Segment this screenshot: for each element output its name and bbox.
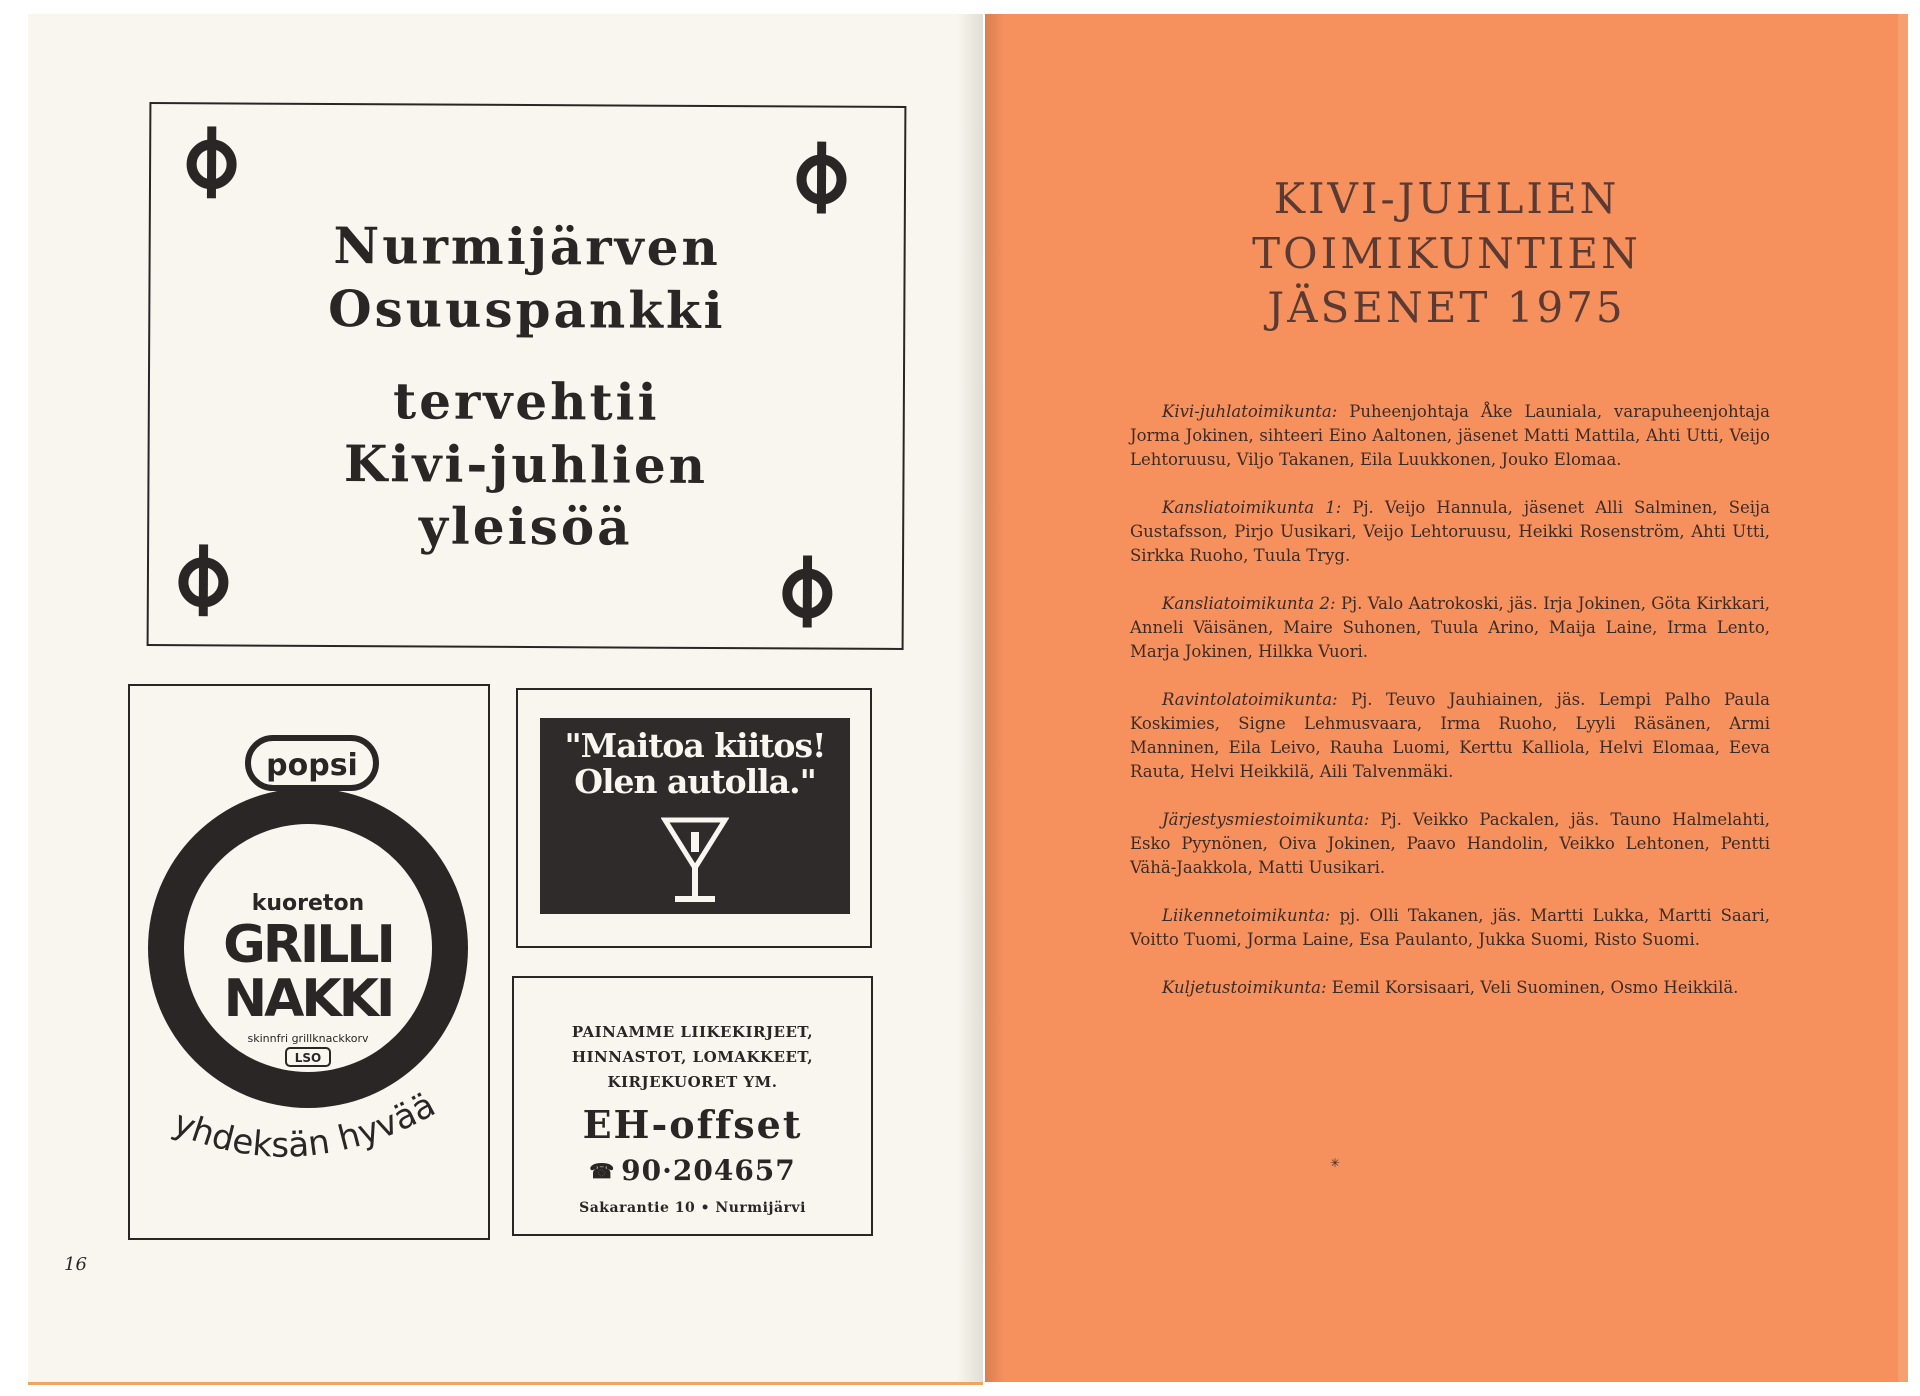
popsi-badge: LSO <box>294 1051 322 1065</box>
product-name-line: GRILLI <box>223 915 393 975</box>
print-phone-row <box>514 1154 871 1187</box>
committee-name: Liikennetoimikunta: <box>1162 906 1331 925</box>
ink-speck: ✳ <box>1330 1156 1341 1170</box>
popsi-slogan: yhdeksän hyvää <box>167 1085 442 1166</box>
milk-advertisement <box>516 688 872 948</box>
bank-name-line: Osuuspankki <box>327 278 726 340</box>
print-phone: 90·204657 <box>621 1154 796 1187</box>
greeting-line: Kivi-juhlien <box>343 433 709 495</box>
committee-entry <box>1130 592 1770 664</box>
bank-greeting <box>149 369 903 560</box>
committee-name: Kansliatoimikunta 1: <box>1162 498 1342 517</box>
popsi-brand: popsi <box>266 748 358 783</box>
print-service-line: HINNASTOT, LOMAKKEET, <box>571 1047 814 1066</box>
product-name-line: NAKKI <box>223 969 393 1029</box>
committee-entry <box>1130 688 1770 784</box>
committee-members: Eemil Korsisaari, Veli Suominen, Osmo Heikkilä. <box>1331 978 1739 997</box>
bank-name <box>150 214 904 343</box>
committee-members: Puheenjohtaja Åke Launiala, varapuheenjohtaja Jorma Jokinen, sihteeri Eino Aaltonen, jäsenet Matti Mattila, Ahti Utti, Veijo Lehtoruusu, Viljo Takanen, Eila Luukkonen, Jouko Elomaa. <box>1130 402 1770 469</box>
committee-members: Pj. Veikko Packalen, jäs. Tauno Halmelahti, Esko Pyynönen, Oiva Jokinen, Paavo Handolin, Veikko Lehtonen, Pentti Vähä-Jaakkola, Matti Uusikari. <box>1130 810 1770 877</box>
committee-entry <box>1130 808 1770 880</box>
title-line: TOIMIKUNTIEN <box>1252 228 1641 278</box>
committee-members: Pj. Teuvo Jauhiainen, jäs. Lempi Palho Paula Koskimies, Signe Lehmusvaara, Irma Ruoho, Lyyli Räsänen, Armi Manninen, Eila Leivo, Rauha Luomi, Kerttu Kalliola, Helvi Elomaa, Eeva Rauta, Helvi Heikkilä, Aili Talvenmäki. <box>1130 690 1770 781</box>
popsi-advertisement <box>128 684 490 1240</box>
popsi-tagline: kuoreton <box>251 891 365 916</box>
committee-members: pj. Olli Takanen, jäs. Martti Lukka, Martti Saari, Voitto Tuomi, Jorma Laine, Esa Paulanto, Jukka Suomi, Risto Suomi. <box>1130 906 1771 949</box>
title-line: KIVI-JUHLIEN <box>1273 174 1620 223</box>
committee-name: Kivi-juhlatoimikunta: <box>1162 402 1338 421</box>
greeting-line: yleisöä <box>418 496 633 557</box>
committee-entry <box>1130 976 1770 1000</box>
title-line: JÄSENET 1975 <box>1267 283 1626 333</box>
committee-name: Järjestysmiestoimikunta: <box>1162 810 1370 829</box>
committee-entry <box>1130 904 1770 952</box>
committee-list <box>1130 400 1770 1024</box>
milk-quote <box>540 728 850 801</box>
cocktail-glass-icon <box>661 816 729 908</box>
popsi-subline: skinnfri grillknackkorv <box>247 1032 369 1045</box>
committee-name: Kuljetustoimikunta: <box>1162 978 1327 997</box>
committee-members: Pj. Valo Aatrokoski, jäs. Irja Jokinen, Göta Kirkkari, Anneli Väisänen, Maire Suhonen, Tuula Arino, Maija Laine, Irma Lento, Marja Jokinen, Hilkka Vuori. <box>1130 594 1770 661</box>
left-page <box>28 14 983 1385</box>
committee-name: Ravintolatoimikunta: <box>1162 690 1338 709</box>
greeting-line: tervehtii <box>392 371 660 432</box>
committee-members: Pj. Veijo Hannula, jäsenet Alli Salminen, Seija Gustafsson, Pirjo Uusikari, Veijo Lehtoruusu, Heikki Rosenström, Ahti Utti, Sirkka Ruoho, Tuula Tryg. <box>1130 498 1771 565</box>
op-logo-icon <box>181 126 241 198</box>
op-logo-icon <box>791 141 851 213</box>
committee-entry <box>1130 496 1770 568</box>
print-brand: EH-offset <box>582 1102 803 1147</box>
print-shop-advertisement <box>512 976 873 1236</box>
print-address: Sakarantie 10 • Nurmijärvi <box>579 1200 806 1216</box>
print-service-line: PAINAMME LIIKEKIRJEET, <box>571 1023 814 1041</box>
print-services <box>514 1020 871 1094</box>
milk-panel <box>540 718 850 914</box>
bank-name-line: Nurmijärven <box>333 215 722 278</box>
op-logo-icon <box>777 555 837 627</box>
milk-quote-line: Olen autolla." <box>574 762 816 802</box>
right-page <box>985 14 1908 1382</box>
print-service-line: KIRJEKUORET YM. <box>607 1072 778 1091</box>
page-number: 16 <box>64 1254 87 1275</box>
telephone-icon: ☎ <box>589 1159 616 1183</box>
page-title <box>985 172 1908 336</box>
milk-quote-line: "Maitoa kiitos! <box>564 726 826 765</box>
committee-name: Kansliatoimikunta 2: <box>1162 594 1336 613</box>
popsi-logo-graphic <box>130 686 484 1234</box>
bank-advertisement <box>147 102 907 650</box>
committee-entry <box>1130 400 1770 472</box>
